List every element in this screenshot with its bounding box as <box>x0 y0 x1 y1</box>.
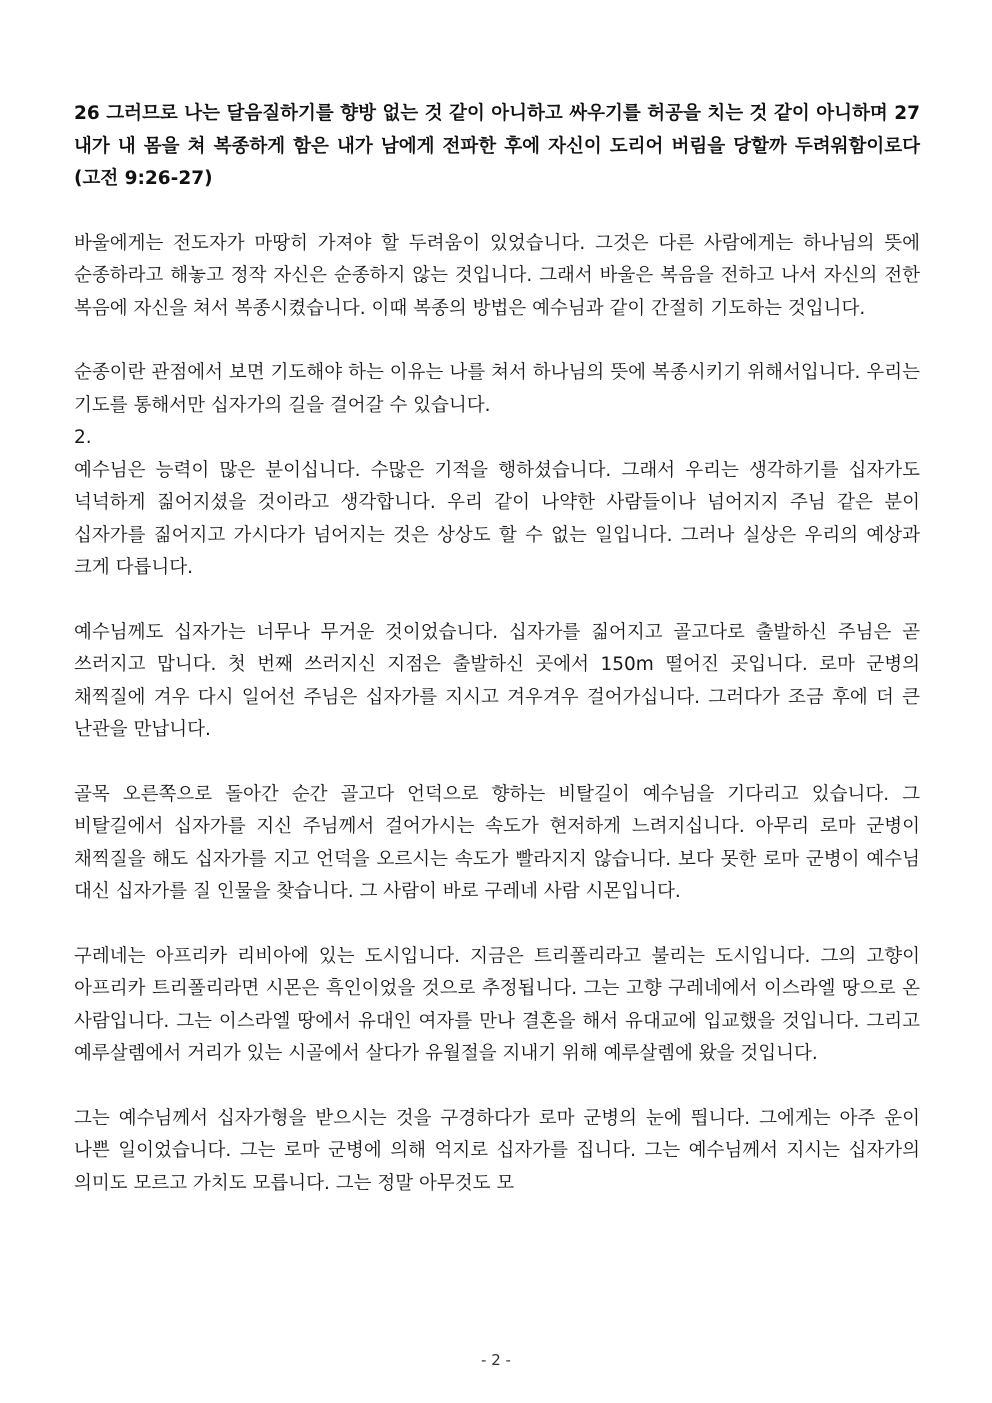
paragraph-paul-fear: 바울에게는 전도자가 마땅히 가져야 할 두려움이 있었습니다. 그것은 다른 사람에게는 하나님의 뜻에 순종하라고 해놓고 정작 자신은 순종하지 않는 것입니다. 그래서 바울은 복음을 전하고 나서 자신의 전한 복음에 자신을 쳐서 복종시켰습니다. 이때 복종의 방법은 예수님과 같이 간절히 기도하는 것입니다. <box>74 232 920 319</box>
section-number: 2. <box>74 427 92 448</box>
paragraph-obedience-prayer: 순종이란 관점에서 보면 기도해야 하는 이유는 나를 쳐서 하나님의 뜻에 복종시키기 위해서입니다. 우리는 기도를 통해서만 십자가의 길을 걸어갈 수 있습니다. <box>74 362 920 416</box>
paragraph-cyrene: 구레네는 아프리카 리비아에 있는 도시입니다. 지금은 트리폴리라고 불리는 도시입니다. 그의 고향이 아프리카 트리폴리라면 시몬은 흑인이었을 것으로 추정됩니다. 그는 고향 구레네에서 이스라엘 땅으로 온 사람입니다. 그는 이스라엘 땅에서 유대인 여자를 만나 결혼을 해서 유대교에 입교했을 것입니다. 그리고 예루살렘에서 거리가 있는 시골에서 살다가 유월절을 지내기 위해 예루살렘에 왔을 것입니다. <box>74 945 920 1064</box>
paragraph-jesus-power: 예수님은 능력이 많은 분이십니다. 수많은 기적을 행하셨습니다. 그래서 우리는 생각하기를 십자가도 넉넉하게 짊어지셨을 것이라고 생각합니다. 우리 같이 나약한 사람들이나 넘어지지 주님 같은 분이 십자가를 짊어지고 가시다가 넘어지는 것은 상상도 할 수 없는 일입니다. 그러나 실상은 우리의 예상과 크게 다릅니다. <box>74 459 920 578</box>
page-number: - 2 - <box>481 1351 511 1369</box>
paragraph-cross-heavy: 예수님께도 십자가는 너무나 무거운 것이었습니다. 십자가를 짊어지고 골고다로 출발하신 주님은 곧 쓰러지고 맙니다. 첫 번째 쓰러지신 지점은 출발하신 곳에서 150m 떨어진 곳입니다. 로마 군병의 채찍질에 겨우 다시 일어선 주님은 십자가를 지시고 겨우겨우 걸어가십니다. 그러다가 조금 후에 더 큰 난관을 만납니다. <box>74 621 920 740</box>
document-body <box>74 98 920 1200</box>
paragraph-simon: 그는 예수님께서 십자가형을 받으시는 것을 구경하다가 로마 군병의 눈에 띕니다. 그에게는 아주 운이 나쁜 일이었습니다. 그는 로마 군병에 의해 억지로 십자가를 집니다. 그는 예수님께서 지시는 십자가의 의미도 모르고 가치도 모릅니다. 그는 정말 아무것도 모 <box>74 1107 920 1194</box>
paragraph-slope: 골목 오른쪽으로 돌아간 순간 골고다 언덕으로 향하는 비탈길이 예수님을 기다리고 있습니다. 그 비탈길에서 십자가를 지신 주님께서 걸어가시는 속도가 현저하게 느려지십니다. 아무리 로마 군병이 채찍질을 해도 십자가를 지고 언덕을 오르시는 속도가 빨라지지 않습니다. 보다 못한 로마 군병이 예수님 대신 십자가를 질 인물을 찾습니다. 그 사람이 바로 구레네 사람 시몬입니다. <box>74 783 920 902</box>
scripture-verse: 26 그러므로 나는 달음질하기를 향방 없는 것 같이 아니하고 싸우기를 허공을 치는 것 같이 아니하며 27 내가 내 몸을 쳐 복종하게 함은 내가 남에게 전파한 후에 자신이 도리어 버림을 당할까 두려워함이로다 (고전 9:26-27) <box>74 103 920 189</box>
